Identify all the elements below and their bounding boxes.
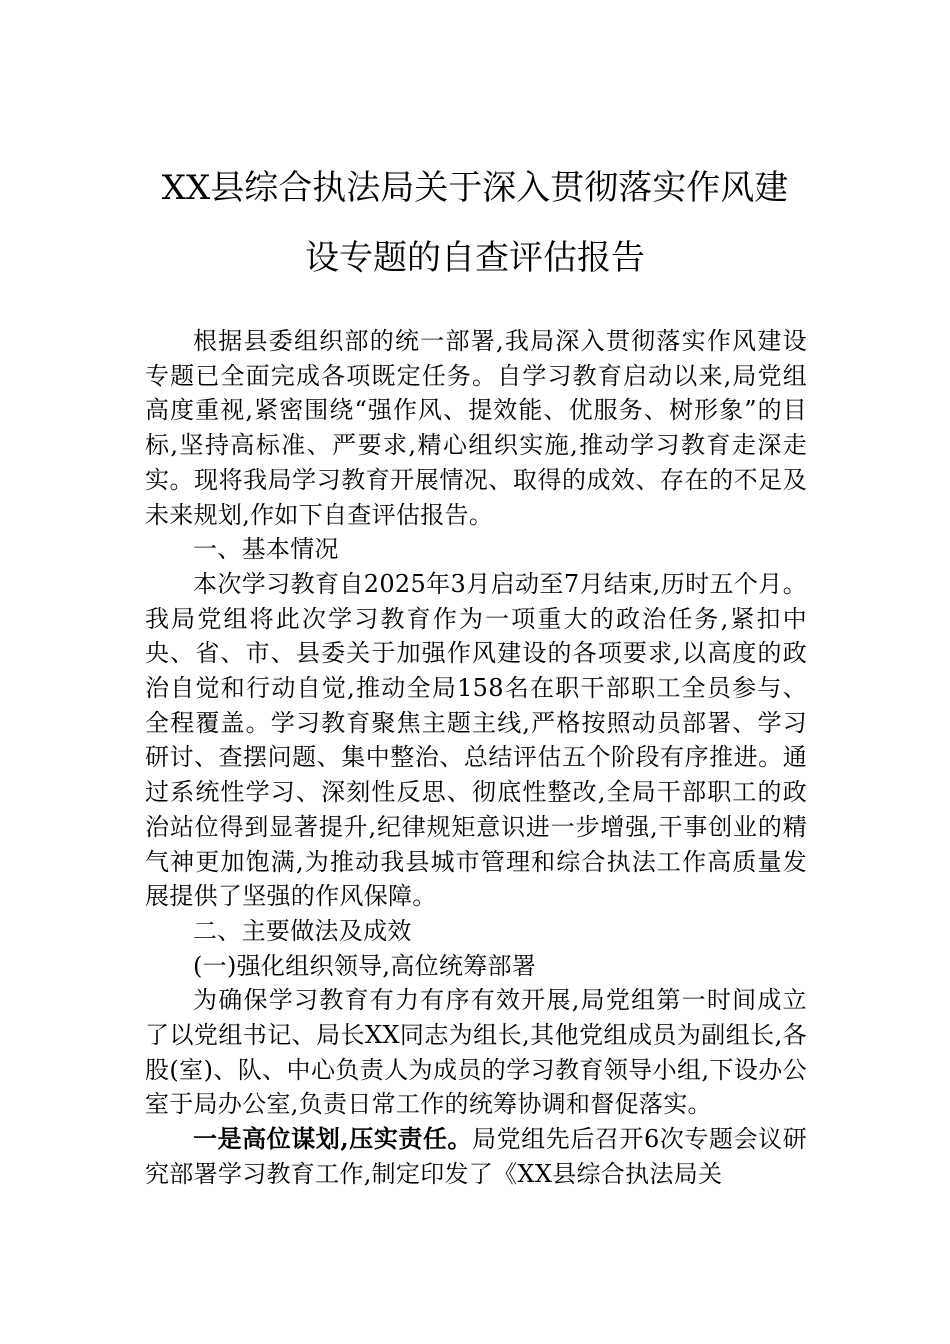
title-line-2: 设专题的自查评估报告 [305, 238, 645, 278]
section-heading-basic-situation: 一、基本情况 [193, 535, 339, 564]
point-one-lead: 一是高位谋划,压实责任。 [193, 1124, 473, 1154]
point-one-paragraph [145, 1122, 807, 1191]
subsection-heading-leadership: (一)强化组织领导,高位统筹部署 [193, 951, 537, 980]
point-one-body: 局党组先后召开6次专题会议研究部署学习教育工作,制定印发了《XX县综合执法局关 [145, 1125, 807, 1188]
document-title [120, 153, 830, 293]
document-body [145, 324, 807, 1192]
basic-situation-paragraph: 本次学习教育自2025年3月启动至7月结束,历时五个月。我局党组将此次学习教育作为一项重大的政治任务,紧扣中央、省、市、县委关于加强作风建设的各项要求,以高度的政治自觉和行动自觉,推动全局158名在职干部职工全员参与、全程覆盖。学习教育聚焦主题主线,严格按照动员部署、学习研讨、查摆问题、集中整治、总结评估五个阶段有序推进。通过系统性学习、深刻性反思、彻底性整改,全局干部职工的政治站位得到显著提升,纪律规矩意识进一步增强,干事创业的精气神更加饱满,为推动我县城市管理和综合执法工作高质量发展提供了坚强的作风保障。 [145, 569, 807, 911]
intro-paragraph: 根据县委组织部的统一部署,我局深入贯彻落实作风建设专题已全面完成各项既定任务。自学习教育启动以来,局党组高度重视,紧密围绕“强作风、提效能、优服务、树形象”的目标,坚持高标准、严要求,精心组织实施,推动学习教育走深走实。现将我局学习教育开展情况、取得的成效、存在的不足及未来规划,作如下自查评估报告。 [145, 327, 807, 529]
section-heading-main-practices: 二、主要做法及成效 [193, 916, 412, 945]
leadership-paragraph: 为确保学习教育有力有序有效开展,局党组第一时间成立了以党组书记、局长XX同志为组长,其他党组成员为副组长,各股(室)、队、中心负责人为成员的学习教育领导小组,下设办公室于局办公室,负责日常工作的统筹协调和督促落实。 [145, 986, 807, 1119]
title-line-1: XX县综合执法局关于深入贯彻落实作风建 [161, 168, 789, 208]
